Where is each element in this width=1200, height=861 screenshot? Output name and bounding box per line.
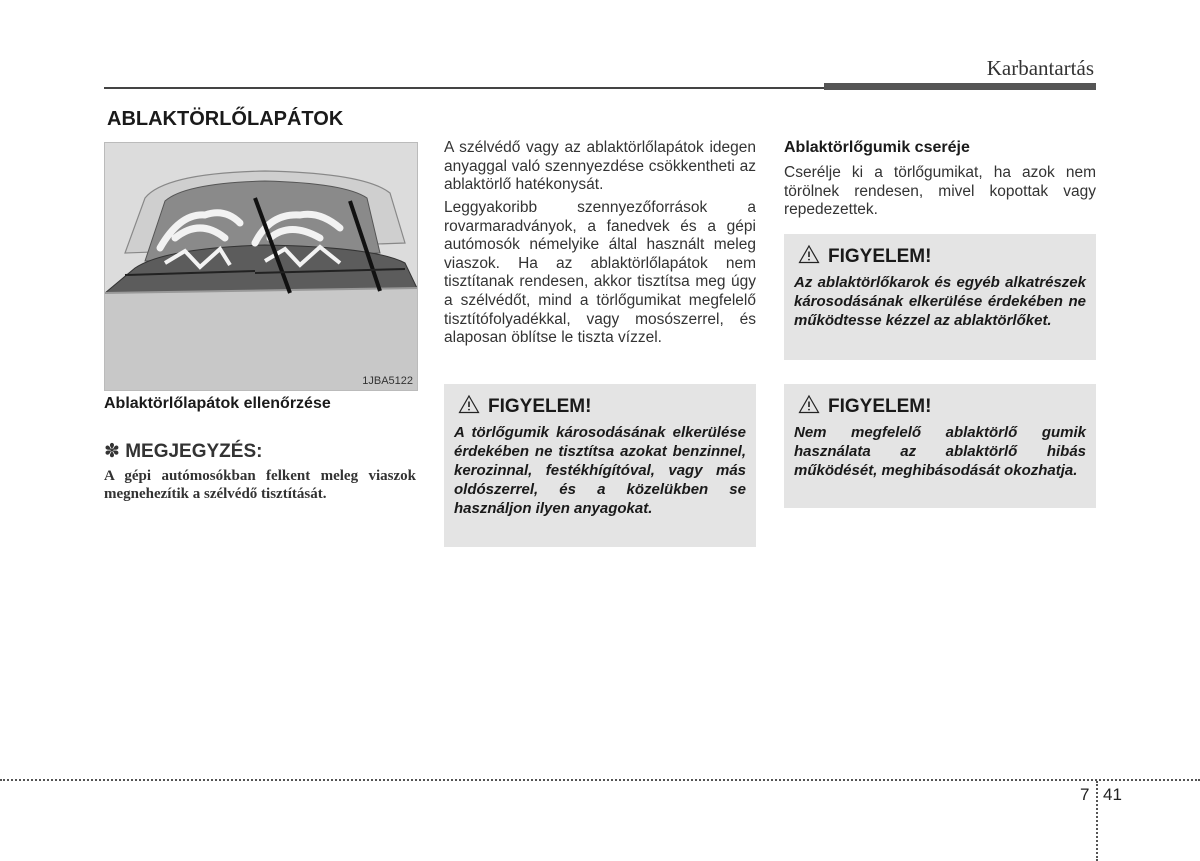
warning-body: A törlőgumik károsodásának elkerülése érdekében ne tisztítsa azokat benzinnel, kerozinnal, festékhígítóval, vagy más oldószerrel, és a közelükben se használjon ilyen anyagokat.: [454, 424, 746, 517]
warning-triangle-icon: [458, 394, 480, 419]
warning-triangle-icon: [798, 244, 820, 269]
warning-body: Nem megfelelő ablaktörlő gumik használata az ablaktörlő hibás működését, meghibásodását okozhatja.: [794, 424, 1086, 479]
right-paragraph: Cserélje ki a törlőgumikat, ha azok nem törölnek rendesen, mivel kopottak vagy repedezettek.: [784, 164, 1096, 219]
footer-rule: [0, 779, 1200, 781]
warning-box-cleaning: [444, 384, 756, 547]
note-title: ✽ MEGJEGYZÉS:: [104, 441, 263, 462]
wiper-illustration: [104, 142, 418, 391]
figure-code: 1JBA5122: [362, 375, 413, 387]
warning-body: Az ablaktörlőkarok és egyéb alkatrészek károsodásának elkerülése érdekében ne működtesse kézzel az ablaktörlőket.: [794, 274, 1086, 329]
warning-box-manual: [784, 234, 1096, 360]
windshield-wipers-image: [105, 143, 417, 390]
middle-paragraph-1: A szélvédő vagy az ablaktörlőlapátok idegen anyaggal való szennyezdése csökkentheti az ablaktörlő hatékonysát.: [444, 139, 756, 194]
warning-triangle-icon: [798, 394, 820, 419]
inspect-subheading: Ablaktörlőlapátok ellenőrzése: [104, 395, 331, 412]
note-body: A gépi autómosókban felkent meleg viaszok megnehezítik a szélvédő tisztítását.: [104, 468, 416, 502]
warning-title: FIGYELEM!: [828, 395, 932, 417]
middle-paragraph-2: Leggyakoribb szennyezőforrások a rovarmaradványok, a fanedvek és a gépi autómosók némelyike által használt meleg viaszok. Ha az ablaktörlőlapátok nem tisztítanak rendesen, akkor tisztítsa meg úgy a szélvédőt, mind a törlőgumikat megfelelő tisztítófolyadékkal, vagy mosószerrel, és alaposan öblítse le tiszta vízzel.: [444, 199, 756, 347]
chapter-number: 7: [1080, 785, 1090, 804]
page-header-title: Karbantartás: [986, 56, 1094, 80]
replace-subheading: Ablaktörlőgumik cseréje: [784, 139, 970, 156]
warning-title: FIGYELEM!: [488, 395, 592, 417]
page-number: 41: [1103, 785, 1122, 804]
header-rule-accent: [824, 83, 1096, 90]
warning-box-improper: [784, 384, 1096, 508]
section-title: ABLAKTÖRLŐLAPÁTOK: [107, 108, 344, 130]
warning-title: FIGYELEM!: [828, 245, 932, 267]
footer-divider: [1096, 781, 1098, 861]
